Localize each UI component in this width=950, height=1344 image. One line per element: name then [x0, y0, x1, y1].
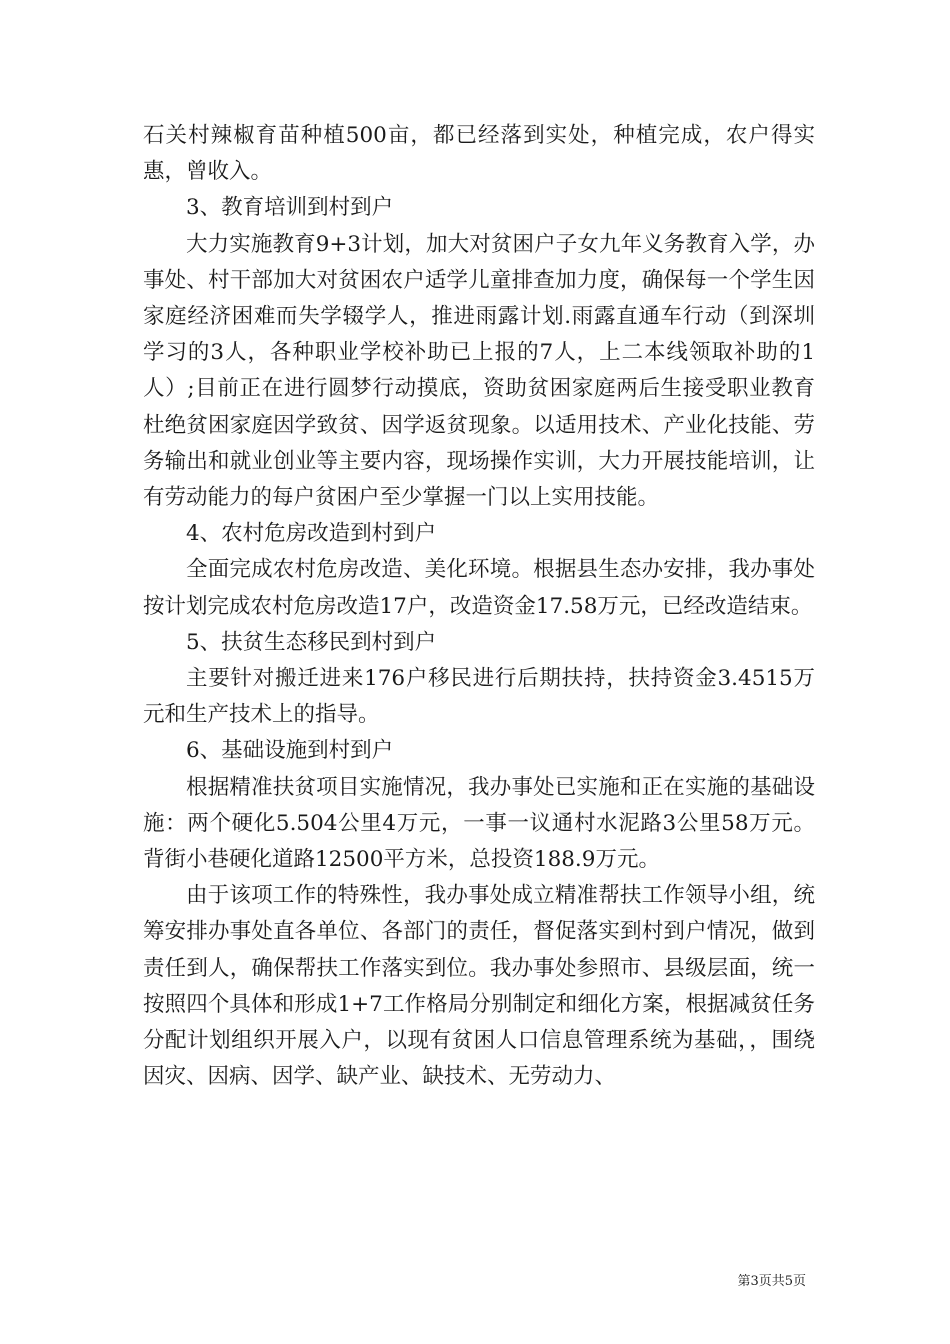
paragraph-education: 大力实施教育9+3计划，加大对贫困户子女九年义务教育入学，办事处、村干部加大对贫困农户适学儿童排查加力度，确保每一个学生因家庭经济困难而失学辍学人，推进雨露计划.雨露直通车行动（到深圳学习的3人，各种职业学校补助已上报的7人，上二本线领取补助的1人）;目前正在进行圆梦行动摸底，资助贫困家庭两后生接受职业教育杜绝贫困家庭因学致贫、因学返贫现象。以适用技术、产业化技能、劳务输出和就业创业等主要内容，现场操作实训，大力开展技能培训，让有劳动能力的每户贫困户至少掌握一门以上实用技能。	[143, 231, 815, 511]
paragraph-infrastructure: 根据精准扶贫项目实施情况，我办事处已实施和正在实施的基础设施：两个硬化5.504公里4万元，一事一议通村水泥路3公里58万元。背街小巷硬化道路12500平方米，总投资188.9万元。	[143, 774, 815, 873]
section-heading-6: 6、基础设施到村到户	[186, 738, 394, 764]
section-heading-3: 3、教育培训到村到户	[186, 195, 394, 221]
paragraph-migration: 主要针对搬迁进来176户移民进行后期扶持，扶持资金3.4515万元和生产技术上的指导。	[143, 666, 815, 728]
paragraph-organization: 由于该项工作的特殊性，我办事处成立精准帮扶工作领导小组，统筹安排办事处直各单位、各部门的责任，督促落实到村到户情况，做到责任到人，确保帮扶工作落实到位。我办事处参照市、县级层面，统一按照四个具体和形成1+7工作格局分别制定和细化方案，根据减贫任务分配计划组织开展入户，以现有贫困人口信息管理系统为基础，，围绕因灾、因病、因学、缺产业、缺技术、无劳动力、	[143, 883, 815, 1090]
section-heading-4: 4、农村危房改造到村到户	[186, 521, 437, 547]
paragraph-housing: 全面完成农村危房改造、美化环境。根据县生态办安排，我办事处按计划完成农村危房改造17户，改造资金17.58万元，已经改造结束。	[143, 557, 815, 619]
document-body	[143, 118, 815, 1095]
paragraph-1: 石关村辣椒育苗种植500亩，都已经落到实处，种植完成，农户得实惠，曾收入。	[143, 123, 815, 185]
page-number: 第3页共5页	[737, 1274, 806, 1289]
section-heading-5: 5、扶贫生态移民到村到户	[186, 629, 437, 655]
